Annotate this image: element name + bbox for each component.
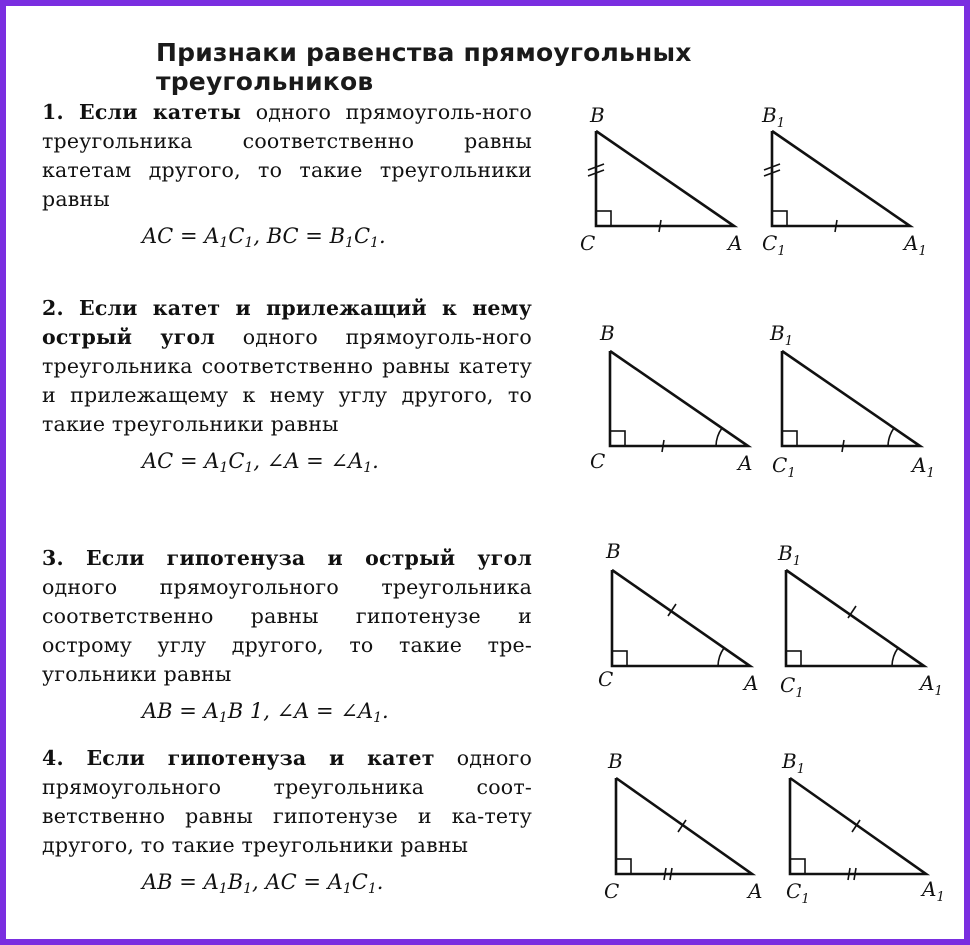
triangle-outline	[610, 351, 748, 446]
criterion-4-formula	[42, 870, 532, 897]
triangle-outline	[616, 778, 752, 874]
label-a: A	[748, 879, 763, 903]
page-title: Признаки равенства прямоугольных треугольников	[156, 38, 692, 96]
label-c1: $C_1$	[786, 879, 810, 907]
triangle-outline	[612, 570, 750, 666]
criterion-3-rest: одного прямоугольного треугольника соответственно равны гипотенузе и острому углу другого, то такие тре-угольники равны	[42, 575, 532, 686]
criterion-1-bold: 1. Если катеты	[42, 100, 242, 124]
diagram-2	[566, 316, 966, 496]
diagram-1-svg	[566, 96, 966, 276]
criterion-1	[42, 98, 532, 251]
tick-ac-2	[670, 868, 672, 880]
criterion-4	[42, 744, 532, 897]
criterion-3-text	[42, 544, 532, 689]
right-angle-mark	[596, 211, 611, 226]
diagram-4	[566, 746, 966, 926]
label-b: B	[608, 749, 623, 773]
criterion-2-formula	[42, 449, 532, 476]
triangle-outline	[782, 351, 920, 446]
angle-a1-arc	[888, 428, 894, 446]
criterion-3	[42, 544, 532, 726]
tick-ac	[659, 220, 661, 232]
criterion-2-bold: 2. Если катет и прилежащий к нему острый угол	[42, 296, 532, 349]
triangle-outline	[596, 131, 734, 226]
angle-a1-arc	[892, 648, 898, 666]
right-angle-mark	[612, 651, 627, 666]
tick-ac-1	[664, 868, 666, 880]
criterion-4-rest: одного прямоугольного треугольника соот-ветственно равны гипотенузе и ка-тету другого, то такие треугольники равны	[42, 746, 533, 857]
angle-a-arc	[716, 428, 722, 446]
label-b1: $B_1$	[778, 541, 801, 569]
triangle-a1b1c1-3	[777, 541, 943, 701]
diagram-4-svg	[566, 746, 966, 926]
criterion-4-bold: 4. Если гипотенуза и катет	[42, 746, 435, 770]
label-a: A	[738, 451, 753, 475]
label-c: C	[598, 667, 614, 691]
label-c: C	[580, 231, 596, 255]
label-c1: $C_1$	[772, 453, 796, 481]
right-angle-mark	[616, 859, 631, 874]
triangle-outline	[772, 131, 910, 226]
tick-a1c1	[835, 220, 837, 232]
label-a1: $A_1$	[920, 671, 943, 699]
label-b1: $B_1$	[770, 321, 793, 349]
criterion-2	[42, 294, 532, 476]
diagram-3	[566, 536, 966, 716]
diagram-2-svg	[566, 316, 966, 496]
formula-1-text: AC = $A_1C_1$, BC = $B_1C_1$.	[142, 224, 386, 251]
criterion-1-rest: одного прямоуголь-ного треугольника соответственно равны катетам другого, то такие треугольники равны	[42, 100, 532, 211]
triangle-a1b1c1-2	[769, 321, 935, 481]
label-c1: $C_1$	[780, 673, 804, 701]
right-angle-mark	[610, 431, 625, 446]
diagram-3-svg	[566, 536, 966, 716]
tick-a1c1	[842, 440, 844, 452]
formula-3-text: AB = $A_1B$ 1, ∠A = $\angle A_1$.	[142, 699, 389, 726]
label-b: B	[606, 539, 621, 563]
label-a1: $A_1$	[904, 231, 927, 259]
triangle-a1b1c1-1	[761, 103, 927, 259]
label-c: C	[604, 879, 620, 903]
right-angle-mark	[790, 859, 805, 874]
tick-a1c1-1	[848, 868, 850, 880]
tick-ac	[662, 440, 664, 452]
criterion-2-text	[42, 294, 532, 439]
label-a: A	[744, 671, 759, 695]
label-b: B	[590, 103, 605, 127]
right-angle-mark	[772, 211, 787, 226]
formula-2-text: AC = $A_1C_1$, ∠A = $\angle A_1$.	[142, 449, 379, 476]
triangle-outline	[786, 570, 924, 666]
criterion-3-formula	[42, 699, 532, 726]
triangle-abc-2	[590, 321, 752, 475]
label-c: C	[590, 449, 606, 473]
label-c1: $C_1$	[762, 231, 786, 259]
triangle-abc-4	[604, 749, 762, 903]
label-b: B	[600, 321, 615, 345]
criterion-3-bold: 3. Если гипотенуза и острый угол	[42, 546, 532, 570]
label-b1: $B_1$	[782, 749, 805, 777]
label-a1: $A_1$	[912, 453, 935, 481]
angle-a-arc	[718, 648, 724, 666]
criterion-1-text	[42, 98, 532, 214]
triangle-abc-1	[580, 103, 742, 255]
criterion-2-rest: одного прямоуголь-ного треугольника соответственно равны катету и прилежащему к нему углу другого, то такие треугольники равны	[42, 325, 532, 436]
criterion-4-text	[42, 744, 532, 860]
label-a: A	[728, 231, 743, 255]
criterion-1-formula	[42, 224, 532, 251]
triangle-abc-3	[598, 539, 758, 695]
triangle-outline	[790, 778, 926, 874]
right-angle-mark	[782, 431, 797, 446]
triangle-a1b1c1-4	[781, 749, 945, 907]
tick-a1c1-2	[854, 868, 856, 880]
diagram-1	[566, 96, 966, 276]
formula-4-text: AB = $A_1B_1$, AC = $A_1C_1$.	[142, 870, 384, 897]
right-angle-mark	[786, 651, 801, 666]
label-a1: $A_1$	[922, 877, 945, 905]
label-b1: $B_1$	[762, 103, 785, 131]
